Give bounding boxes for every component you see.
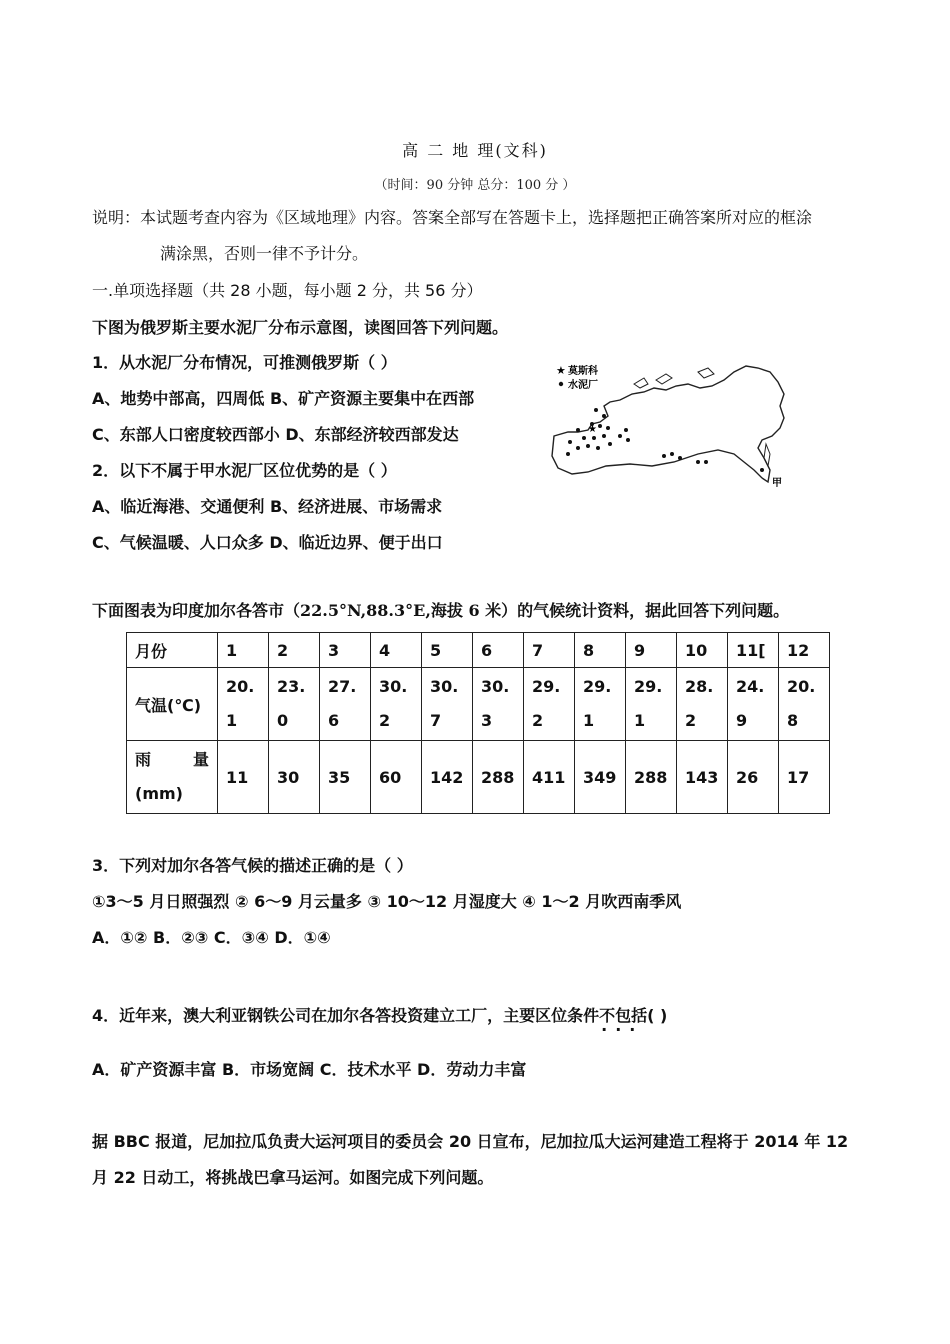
legend-dot-icon [559, 382, 563, 386]
legend-star-icon: ★ [556, 364, 566, 377]
q1-options-cd: C、东部人口密度较西部小 D、东部经济较西部发达 [92, 425, 459, 444]
q3-items: ①3～5 月日照强烈 ② 6～9 月云量多 ③ 10～12 月湿度大 ④ 1～2 月吹西南季风 [92, 892, 682, 911]
arctic-island-2 [698, 368, 714, 378]
rainfall-header: 雨 量 (mm) [127, 741, 218, 814]
arctic-island-3 [634, 378, 648, 388]
exam-meta: （时间：90 分钟 总分：100 分 ） [374, 178, 576, 193]
cement-plants [566, 408, 764, 472]
month-header: 月份 [127, 633, 218, 668]
group3-line-1: 据 BBC 报道，尼加拉瓜负责大运河项目的委员会 20 日宣布，尼加拉瓜大运河建造工程将于 2014 年 12 [92, 1132, 849, 1151]
q4-emphasis: 不包括 ··· [599, 1006, 647, 1025]
instructions-line-1: 说明：本试题考查内容为《区域地理》内容。答案全部写在答题卡上，选择题把正确答案所对应的框涂 [92, 208, 813, 227]
group2-lead-pre: 下面图表为印度加尔各答市（ [92, 601, 301, 620]
section-heading: 一.单项选择题（共 28 小题，每小题 2 分，共 56 分） [92, 281, 483, 300]
table-row-month: 月份 1 2 3 4 5 6 7 8 9 10 11[ 12 [127, 633, 830, 668]
table-row-temperature: 气温(℃) 20. 1 23. 0 27. 6 30. 2 30. 7 30. 3 29. 2 29. 1 29. 1 28. 2 24. 9 20. 8 [127, 668, 830, 741]
q4-options: A．矿产资源丰富 B．市场宽阔 C．技术水平 D．劳动力丰富 [92, 1060, 527, 1079]
group2-lead-coord: 22.5°N,88.3°E,海拔 6 米 [300, 601, 502, 620]
page-title: 高 二 地 理(文科) [402, 141, 548, 160]
map-legend [556, 364, 599, 391]
q2-options-cd: C、气候温暖、人口众多 D、临近边界、便于出口 [92, 533, 443, 552]
table-row-rainfall: 雨 量 (mm) 11 30 35 60 142 288 411 349 288 143 26 17 [127, 741, 830, 814]
legend-cement: 水泥厂 [568, 380, 598, 391]
q4-stem: 4．近年来，澳大利亚钢铁公司在加尔各答投资建立工厂，主要区位条件不包括 ···( ) [92, 1006, 667, 1026]
group2-lead-post: ）的气候统计资料，据此回答下列问题。 [501, 601, 790, 620]
q2-options-ab: A、临近海港、交通便利 B、经济进展、市场需求 [92, 497, 443, 516]
climate-table [126, 632, 830, 814]
moscow-star-icon: ★ [588, 424, 597, 435]
group2-lead [92, 601, 789, 621]
q3-stem: 3．下列对加尔各答气候的描述正确的是（ ） [92, 856, 413, 875]
group3-line-2: 月 22 日动工，将挑战巴拿马运河。如图完成下列问题。 [92, 1168, 494, 1187]
legend-moscow: 莫斯科 [568, 366, 598, 377]
q1-stem: 1．从水泥厂分布情况，可推测俄罗斯（ ） [92, 353, 397, 372]
q2-stem: 2．以下不属于甲水泥厂区位优势的是（ ） [92, 461, 397, 480]
arctic-island-1 [656, 374, 672, 384]
q1-options-ab: A、地势中部高，四周低 B、矿产资源主要集中在西部 [92, 389, 475, 408]
temperature-header: 气温(℃) [127, 668, 218, 741]
q3-options: A．①② B．②③ C．③④ D．①④ [92, 928, 331, 947]
point-jia-label: 甲 [772, 478, 782, 489]
russia-cement-map [548, 358, 790, 492]
group1-lead: 下图为俄罗斯主要水泥厂分布示意图，读图回答下列问题。 [92, 318, 509, 337]
instructions-line-2: 满涂黑，否则一律不予计分。 [160, 244, 369, 263]
